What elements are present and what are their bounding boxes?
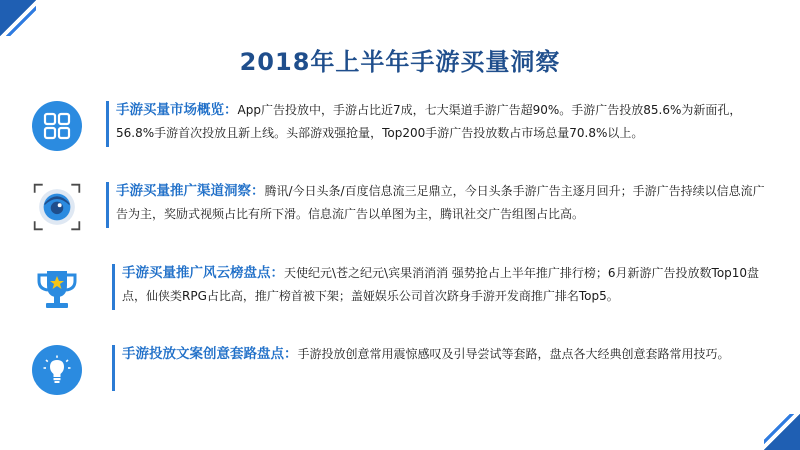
insight-heading: 手游投放文案创意套路盘点： xyxy=(122,346,298,362)
accent-bar xyxy=(112,345,115,391)
insight-item-ranking-review xyxy=(26,262,786,324)
insight-item-market-overview xyxy=(26,99,786,161)
eye-icon xyxy=(32,182,82,232)
insight-text xyxy=(122,343,772,366)
insight-body: 腾讯/今日头条/百度信息流三足鼎立，今日头条手游广告主逐月回升；手游广告持续以信息流广告为主，奖励式视频占比有所下滑。信息流广告以单图为主，腾讯社交广告组图占比高。 xyxy=(116,184,765,221)
grid-icon xyxy=(32,101,82,151)
corner-decoration-top-left xyxy=(0,0,36,36)
accent-bar xyxy=(106,182,109,228)
insight-item-channel-insight xyxy=(26,180,786,242)
trophy-icon xyxy=(32,264,82,314)
corner-decoration-bottom-right xyxy=(764,414,800,450)
accent-bar xyxy=(106,101,109,147)
insight-heading: 手游买量市场概览： xyxy=(116,102,238,118)
insight-body: App广告投放中，手游占比近7成，七大渠道手游广告超90%。手游广告投放85.6%为新面孔，56.8%手游首次投放且新上线。头部游戏强抢量，Top200手游广告投放数占市场总量70.8%以上。 xyxy=(116,103,742,140)
insight-item-creative-routines xyxy=(26,343,786,405)
insight-text xyxy=(116,99,772,145)
insight-body: 手游投放创意常用震惊感叹及引导尝试等套路，盘点各大经典创意套路常用技巧。 xyxy=(297,347,730,361)
insight-text xyxy=(116,180,772,226)
insight-heading: 手游买量推广风云榜盘点： xyxy=(122,265,284,281)
insight-heading: 手游买量推广渠道洞察： xyxy=(116,183,265,199)
accent-bar xyxy=(112,264,115,310)
insight-body: 天使纪元\苍之纪元\宾果消消消 强势抢占上半年推广排行榜；6月新游广告投放数Top10盘点，仙侠类RPG占比高，推广榜首被下架；盖娅娱乐公司首次跻身手游开发商推广排名Top5。 xyxy=(122,266,760,303)
page-title: 2018年上半年手游买量洞察 xyxy=(239,48,561,76)
insight-text xyxy=(122,262,772,308)
lightbulb-icon xyxy=(32,345,82,395)
